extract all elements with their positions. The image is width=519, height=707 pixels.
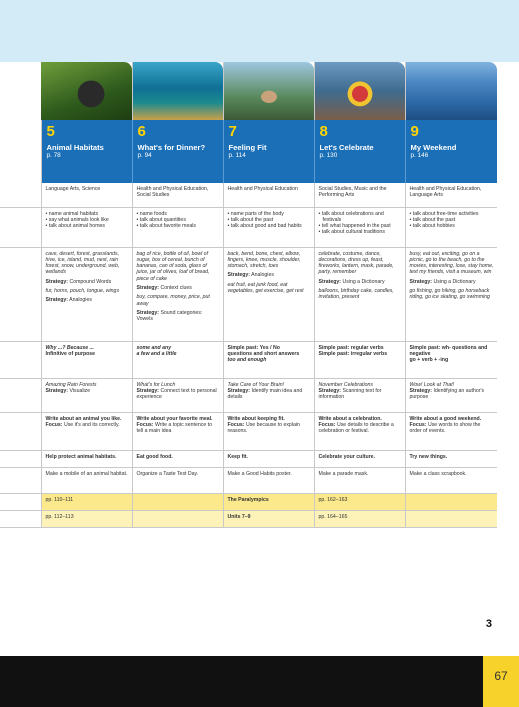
- reading-row: [0, 378, 497, 412]
- mission-row: [0, 450, 497, 467]
- unit-header-row: [0, 120, 497, 183]
- writing-cell: Write about a celebration. Focus: Use details to describe a celebration or festival.: [314, 412, 405, 450]
- extra-cell: pp. 164–165: [314, 510, 405, 527]
- extra-cell: [132, 493, 223, 510]
- mission-cell: Try new things.: [405, 450, 497, 467]
- extra-cell: Units 7–9: [223, 510, 314, 527]
- town-photo: [406, 62, 497, 120]
- photo-row: [0, 62, 497, 120]
- grammar-cell: Simple past: Yes / No questions and short answers too and enough: [223, 341, 314, 378]
- subjects-cell: Health and Physical Education, Social Studies: [132, 183, 223, 207]
- mission-cell: Keep fit.: [223, 450, 314, 467]
- extra-cell: [132, 510, 223, 527]
- reading-cell: Wow! Look at That! Strategy: Identifying an author's purpose: [405, 378, 497, 412]
- project-cell: Make a parade mask.: [314, 467, 405, 493]
- writing-cell: Write about a good weekend. Focus: Use words to show the order of events.: [405, 412, 497, 450]
- festival-photo: [315, 62, 405, 120]
- subjects-cell: Health and Physical Education: [223, 183, 314, 207]
- writing-row: [0, 412, 497, 450]
- section-number: 3: [485, 618, 492, 630]
- objectives-cell: • name parts of the body • talk about the past • talk about good and bad habits: [223, 207, 314, 247]
- subjects-cell: Health and Physical Education, Language Arts: [405, 183, 497, 207]
- grammar-cell: Simple past: regular verbs Simple past: irregular verbs: [314, 341, 405, 378]
- objectives-cell: • talk about free-time activities • talk about the past • talk about hobbies: [405, 207, 497, 247]
- objectives-cell: • name animal habitats • say what animals look like • talk about animal homes: [41, 207, 132, 247]
- project-row: [0, 467, 497, 493]
- unit-header: 6 What's for Dinner? p. 94: [132, 120, 223, 183]
- reef-photo: [133, 62, 223, 120]
- project-cell: Make a Good Habits poster.: [223, 467, 314, 493]
- extra-cell: pp. 162–163: [314, 493, 405, 510]
- mission-cell: Eat good food.: [132, 450, 223, 467]
- extra-cell: pp. 112–113: [41, 510, 132, 527]
- subjects-row: [0, 183, 497, 207]
- vocabulary-cell: bag of rice, bottle of oil, bowl of sugar, box of cereal, bunch of bananas, can of soda, glass of juice, jar of olives, loaf of bread, piece of cake Strategy: Context clues buy, compare, money, price, put away Strategy: Sound categories: Vowels: [132, 247, 223, 341]
- mission-cell: Celebrate your culture.: [314, 450, 405, 467]
- grammar-row: [0, 341, 497, 378]
- footer-band: [0, 656, 519, 707]
- subjects-cell: Language Arts, Science: [41, 183, 132, 207]
- extra-row: [0, 493, 497, 510]
- gorilla-photo: [41, 62, 132, 120]
- extra-cell: The Paralympics: [223, 493, 314, 510]
- top-band: [0, 0, 519, 62]
- yoga-photo: [224, 62, 314, 120]
- subjects-cell: Social Studies, Music and the Performing Arts: [314, 183, 405, 207]
- grammar-cell: Why ...? Because ... Infinitive of purpose: [41, 341, 132, 378]
- extra-cell: [405, 493, 497, 510]
- objectives-row: [0, 207, 497, 247]
- unit-header: 5 Animal Habitats p. 78: [41, 120, 132, 183]
- unit-header: 9 My Weekend p. 146: [405, 120, 497, 183]
- vocabulary-cell: back, bend, bone, chest, elbow, fingers, knee, muscle, shoulder, stomach, stretch, toes Strategy: Analogies eat fruit, eat junk food, eat vegetables, get exercise, get rest: [223, 247, 314, 341]
- extra-row: [0, 510, 497, 527]
- grammar-cell: Simple past: wh- questions and negative go + verb + -ing: [405, 341, 497, 378]
- extra-cell: pp. 110–111: [41, 493, 132, 510]
- project-cell: Organize a Taste Test Day.: [132, 467, 223, 493]
- project-cell: Make a mobile of an animal habitat.: [41, 467, 132, 493]
- mission-cell: Help protect animal habitats.: [41, 450, 132, 467]
- objectives-cell: • talk about celebrations and festivals • tell what happened in the past • talk about cultural traditions: [314, 207, 405, 247]
- writing-cell: Write about your favorite meal. Focus: Write a topic sentence to tell a main idea: [132, 412, 223, 450]
- writing-cell: Write about keeping fit. Focus: Use because to explain reasons.: [223, 412, 314, 450]
- vocabulary-cell: busy, eat out, exciting, go on a picnic, go to the beach, go to the movies, interesting, lose, stay home, text my friends, visit a museum, win Strategy: Using a Dictionary go fishing, go hiking, go horseback riding, go ice skating, go swimming: [405, 247, 497, 341]
- reading-cell: Amazing Rain Forests Strategy: Visualize: [41, 378, 132, 412]
- vocabulary-cell: celebrate, costume, dance, decorations, dress up, feast, fireworks, lantern, mask, parade, party, remember Strategy: Using a Dictionary balloons, birthday cake, candles, invitation, present: [314, 247, 405, 341]
- project-cell: Make a class scrapbook.: [405, 467, 497, 493]
- scope-sequence-table: [0, 62, 497, 528]
- writing-cell: Write about an animal you like. Focus: Use it's and its correctly.: [41, 412, 132, 450]
- reading-cell: Take Care of Your Brain! Strategy: Identify main idea and details: [223, 378, 314, 412]
- unit-header: 7 Feeling Fit p. 114: [223, 120, 314, 183]
- extra-cell: [405, 510, 497, 527]
- reading-cell: November Celebrations Strategy: Scanning text for information: [314, 378, 405, 412]
- reading-cell: What's for Lunch Strategy: Connect text to personal experience: [132, 378, 223, 412]
- objectives-cell: • name foods • talk about quantities • talk about favorite meals: [132, 207, 223, 247]
- unit-header: 8 Let's Celebrate p. 130: [314, 120, 405, 183]
- vocabulary-cell: cave, desert, forest, grasslands, hive, ice, island, mud, nest, rain forest, snow, underground, web, wetlands Strategy: Compound Words fur, horns, pouch, tongue, wings Strategy: Analogies: [41, 247, 132, 341]
- page-number: 67: [483, 656, 519, 707]
- right-margin: [497, 62, 519, 656]
- grammar-cell: some and any a few and a little: [132, 341, 223, 378]
- vocabulary-row: [0, 247, 497, 341]
